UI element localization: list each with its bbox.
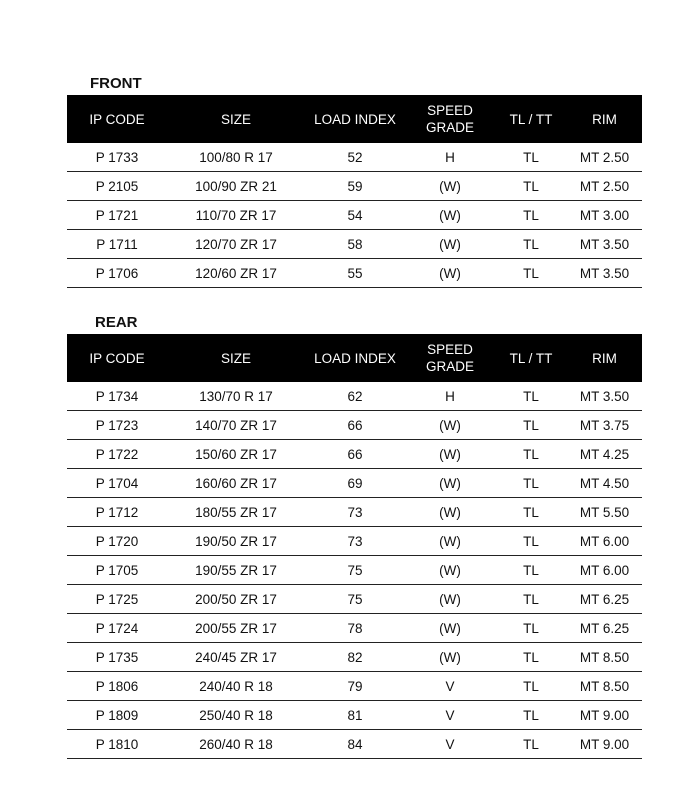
cell-load-index: 66 (305, 440, 405, 469)
cell-rim: MT 6.00 (567, 556, 642, 585)
cell-size: 150/60 ZR 17 (167, 440, 305, 469)
header-speed-grade-label (426, 341, 474, 375)
cell-ip-code: P 2105 (67, 172, 167, 201)
cell-ip-code: P 1809 (67, 701, 167, 730)
cell-rim: MT 3.50 (567, 259, 642, 288)
cell-ip-code: P 1722 (67, 440, 167, 469)
header-speed-line1: SPEED (427, 342, 473, 357)
cell-rim: MT 6.25 (567, 614, 642, 643)
cell-tl-tt: TL (495, 614, 567, 643)
cell-rim: MT 4.25 (567, 440, 642, 469)
cell-load-index: 75 (305, 585, 405, 614)
cell-ip-code: P 1720 (67, 527, 167, 556)
header-tl-tt: TL / TT (495, 95, 567, 143)
cell-load-index: 59 (305, 172, 405, 201)
cell-speed-grade: V (405, 672, 495, 701)
cell-tl-tt: TL (495, 382, 567, 411)
cell-speed-grade: (W) (405, 527, 495, 556)
cell-tl-tt: TL (495, 143, 567, 172)
cell-speed-grade: (W) (405, 556, 495, 585)
cell-tl-tt: TL (495, 672, 567, 701)
cell-load-index: 58 (305, 230, 405, 259)
header-row (67, 334, 642, 382)
front-table-body (67, 143, 642, 288)
cell-size: 190/55 ZR 17 (167, 556, 305, 585)
cell-ip-code: P 1735 (67, 643, 167, 672)
header-speed-line1: SPEED (427, 103, 473, 118)
cell-ip-code: P 1806 (67, 672, 167, 701)
rear-table-body (67, 382, 642, 759)
cell-speed-grade: (W) (405, 469, 495, 498)
cell-size: 260/40 R 18 (167, 730, 305, 759)
cell-size: 120/70 ZR 17 (167, 230, 305, 259)
cell-speed-grade: (W) (405, 411, 495, 440)
cell-ip-code: P 1725 (67, 585, 167, 614)
cell-ip-code: P 1810 (67, 730, 167, 759)
table-row (67, 672, 642, 701)
table-row (67, 585, 642, 614)
cell-rim: MT 6.25 (567, 585, 642, 614)
table-row (67, 230, 642, 259)
table-row (67, 411, 642, 440)
cell-tl-tt: TL (495, 469, 567, 498)
cell-speed-grade: (W) (405, 643, 495, 672)
cell-size: 160/60 ZR 17 (167, 469, 305, 498)
cell-size: 240/45 ZR 17 (167, 643, 305, 672)
cell-tl-tt: TL (495, 259, 567, 288)
rear-section-title: REAR (95, 314, 138, 331)
cell-size: 200/55 ZR 17 (167, 614, 305, 643)
cell-speed-grade: (W) (405, 440, 495, 469)
cell-speed-grade: (W) (405, 230, 495, 259)
header-row (67, 95, 642, 143)
cell-rim: MT 2.50 (567, 143, 642, 172)
header-load-index: LOAD INDEX (305, 334, 405, 382)
cell-speed-grade: V (405, 701, 495, 730)
rear-table-header (67, 334, 642, 382)
cell-load-index: 84 (305, 730, 405, 759)
cell-tl-tt: TL (495, 172, 567, 201)
cell-rim: MT 9.00 (567, 701, 642, 730)
cell-load-index: 55 (305, 259, 405, 288)
cell-ip-code: P 1721 (67, 201, 167, 230)
cell-size: 190/50 ZR 17 (167, 527, 305, 556)
cell-load-index: 73 (305, 498, 405, 527)
header-rim: RIM (567, 95, 642, 143)
header-speed-line2: GRADE (425, 120, 474, 135)
cell-ip-code: P 1724 (67, 614, 167, 643)
cell-size: 200/50 ZR 17 (167, 585, 305, 614)
header-tl-tt: TL / TT (495, 334, 567, 382)
cell-load-index: 78 (305, 614, 405, 643)
cell-rim: MT 9.00 (567, 730, 642, 759)
cell-tl-tt: TL (495, 730, 567, 759)
cell-ip-code: P 1706 (67, 259, 167, 288)
cell-load-index: 54 (305, 201, 405, 230)
table-row (67, 259, 642, 288)
cell-rim: MT 5.50 (567, 498, 642, 527)
front-table-header (67, 95, 642, 143)
cell-ip-code: P 1733 (67, 143, 167, 172)
cell-rim: MT 8.50 (567, 643, 642, 672)
header-load-index: LOAD INDEX (305, 95, 405, 143)
header-ip-code: IP CODE (67, 95, 167, 143)
rear-tyre-table (67, 334, 642, 759)
cell-size: 240/40 R 18 (167, 672, 305, 701)
cell-ip-code: P 1711 (67, 230, 167, 259)
cell-load-index: 75 (305, 556, 405, 585)
cell-speed-grade: (W) (405, 201, 495, 230)
header-speed-grade-label (426, 102, 474, 136)
header-size: SIZE (167, 95, 305, 143)
cell-rim: MT 3.50 (567, 382, 642, 411)
cell-speed-grade: V (405, 730, 495, 759)
cell-rim: MT 6.00 (567, 527, 642, 556)
header-speed-grade (405, 95, 495, 143)
cell-load-index: 73 (305, 527, 405, 556)
header-size: SIZE (167, 334, 305, 382)
cell-tl-tt: TL (495, 585, 567, 614)
cell-tl-tt: TL (495, 498, 567, 527)
table-row (67, 701, 642, 730)
table-row (67, 527, 642, 556)
cell-size: 140/70 ZR 17 (167, 411, 305, 440)
table-row (67, 440, 642, 469)
table-row (67, 201, 642, 230)
cell-ip-code: P 1723 (67, 411, 167, 440)
cell-size: 110/70 ZR 17 (167, 201, 305, 230)
table-row (67, 643, 642, 672)
cell-speed-grade: (W) (405, 614, 495, 643)
table-row (67, 556, 642, 585)
table-row (67, 143, 642, 172)
cell-load-index: 81 (305, 701, 405, 730)
cell-load-index: 62 (305, 382, 405, 411)
cell-size: 100/80 R 17 (167, 143, 305, 172)
cell-ip-code: P 1704 (67, 469, 167, 498)
table-row (67, 172, 642, 201)
table-row (67, 614, 642, 643)
cell-size: 250/40 R 18 (167, 701, 305, 730)
cell-tl-tt: TL (495, 643, 567, 672)
cell-load-index: 79 (305, 672, 405, 701)
header-speed-grade (405, 334, 495, 382)
cell-size: 180/55 ZR 17 (167, 498, 305, 527)
cell-rim: MT 8.50 (567, 672, 642, 701)
cell-size: 100/90 ZR 21 (167, 172, 305, 201)
cell-speed-grade: H (405, 382, 495, 411)
cell-load-index: 82 (305, 643, 405, 672)
cell-ip-code: P 1705 (67, 556, 167, 585)
header-rim: RIM (567, 334, 642, 382)
cell-rim: MT 2.50 (567, 172, 642, 201)
cell-ip-code: P 1734 (67, 382, 167, 411)
front-section-title: FRONT (90, 75, 142, 92)
cell-speed-grade: (W) (405, 498, 495, 527)
cell-tl-tt: TL (495, 440, 567, 469)
cell-tl-tt: TL (495, 527, 567, 556)
cell-load-index: 52 (305, 143, 405, 172)
table-row (67, 382, 642, 411)
front-tyre-table (67, 95, 642, 288)
cell-speed-grade: (W) (405, 585, 495, 614)
cell-size: 130/70 R 17 (167, 382, 305, 411)
cell-speed-grade: (W) (405, 259, 495, 288)
header-ip-code: IP CODE (67, 334, 167, 382)
cell-rim: MT 3.75 (567, 411, 642, 440)
cell-load-index: 66 (305, 411, 405, 440)
table-row (67, 469, 642, 498)
cell-tl-tt: TL (495, 411, 567, 440)
table-row (67, 498, 642, 527)
cell-tl-tt: TL (495, 556, 567, 585)
cell-size: 120/60 ZR 17 (167, 259, 305, 288)
header-speed-line2: GRADE (425, 359, 474, 374)
cell-tl-tt: TL (495, 201, 567, 230)
cell-load-index: 69 (305, 469, 405, 498)
cell-rim: MT 3.00 (567, 201, 642, 230)
cell-rim: MT 4.50 (567, 469, 642, 498)
cell-speed-grade: (W) (405, 172, 495, 201)
cell-speed-grade: H (405, 143, 495, 172)
cell-tl-tt: TL (495, 701, 567, 730)
table-row (67, 730, 642, 759)
cell-tl-tt: TL (495, 230, 567, 259)
cell-rim: MT 3.50 (567, 230, 642, 259)
cell-ip-code: P 1712 (67, 498, 167, 527)
